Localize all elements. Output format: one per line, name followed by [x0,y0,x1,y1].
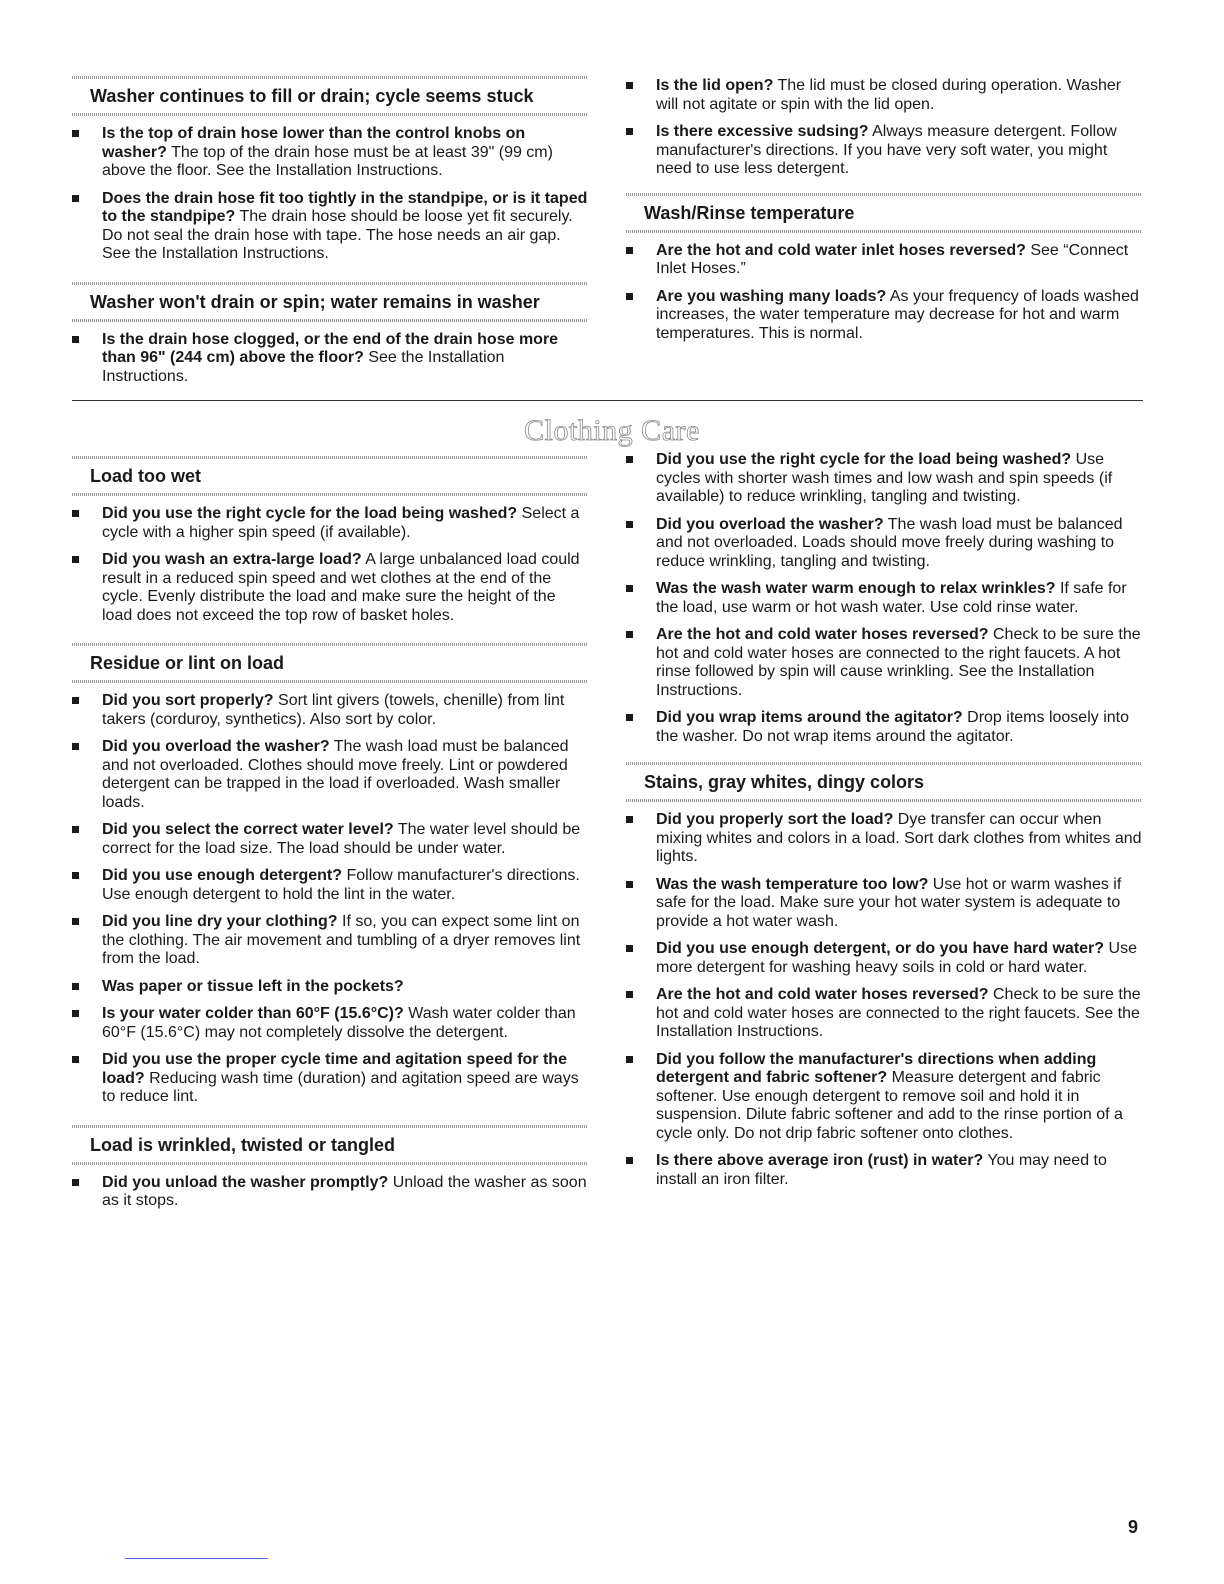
list-item [72,331,588,387]
list-item [72,978,588,997]
question-text: Did you use the proper cycle time and agitation speed for the load? [102,1051,567,1087]
list-item [626,1051,1142,1144]
bullet-icon [72,556,79,563]
bullet-icon [72,195,79,202]
list-item [626,709,1142,746]
question-text: Is your water colder than 60°F (15.6°C)? [102,1005,404,1022]
question-text: Did you unload the washer promptly? [102,1173,389,1191]
question-text: Was the wash temperature too low? [656,875,929,893]
question-text: Did you wrap items around the agitator? [656,709,963,726]
bullet-icon [626,714,633,721]
bullet-icon [72,743,79,750]
answer-text: Follow manufacturer's directions. Use enough detergent to hold the lint in the water. [102,867,580,903]
answer-text: As your frequency of loads washed increases, the water temperature may decrease for hot and warm temperatures. This is normal. [656,287,1139,342]
item-list [72,1174,588,1211]
troubleshooting-section [72,282,588,387]
section-heading: Washer continues to fill or drain; cycle seems stuck [72,76,588,116]
troubleshooting-section [626,762,1142,1189]
section-title: Clothing Care [524,414,700,447]
answer-text: The lid must be closed during operation. Washer will not agitate or spin with the lid open. [656,77,1122,113]
bullet-icon [72,510,79,517]
section-heading: Load too wet [72,456,588,496]
answer-text: The wash load must be balanced and not overloaded. Loads should move freely during washing to reduce wrinkling, tangling and twisting. [656,515,1123,570]
question-text: Was paper or tissue left in the pockets? [102,977,404,995]
question-text: Did you sort properly? [102,692,274,709]
footer-link-line [125,1558,268,1559]
section-heading: Stains, gray whites, dingy colors [626,762,1142,802]
bullet-icon [626,991,633,998]
item-list [72,692,588,1107]
answer-text: A large unbalanced load could result in a reduced spin speed and wet clothes at the end of the cycle. Evenly distribute the load and make sure the height of the load does not exceed the top row of basket holes. [102,551,580,624]
section-divider [72,400,1143,401]
list-item [626,986,1142,1042]
question-text: Did you overload the washer? [102,738,330,755]
question-text: Does the drain hose fit too tightly in the standpipe, or is it taped to the standpipe? [102,189,588,225]
answer-text: See “Connect Inlet Hoses.” [656,241,1129,277]
bullet-icon [626,585,633,592]
intro-list [626,451,1142,746]
list-item [72,913,588,969]
troubleshooting-section [72,1125,588,1211]
question-text: Did you properly sort the load? [656,811,894,828]
troubleshooting-section [72,76,588,282]
page-number: 9 [1128,1517,1139,1537]
list-item [72,125,588,181]
item-list [72,505,588,625]
list-item [72,1051,588,1107]
answer-text: Select a cycle with a higher spin speed (if available). [102,505,580,541]
bullet-icon [72,1056,79,1063]
list-item [626,242,1142,279]
answer-text: Use hot or warm washes if safe for the load. Make sure your hot water system is adequate to provide a hot water wash. [656,875,1122,930]
bullet-icon [72,872,79,879]
question-text: Are the hot and cold water hoses reversed? [656,986,989,1003]
question-text: Did you wash an extra-large load? [102,551,362,568]
list-item [72,551,588,625]
answer-text: The drain hose should be loose yet fit securely. Do not seal the drain hose with tape. The hose needs an air gap. See the Installation Instructions. [102,208,573,262]
answer-text: Drop items loosely into the washer. Do not wrap items around the agitator. [656,709,1129,745]
question-text: Did you select the correct water level? [102,821,394,838]
bullet-icon [72,983,79,990]
list-item [72,821,588,858]
question-text: Are you washing many loads? [656,287,887,305]
list-item [626,1152,1142,1189]
question-text: Did you use enough detergent? [102,867,343,884]
bullet-icon [626,1157,633,1164]
list-item [72,867,588,904]
list-item [72,1005,588,1042]
question-text: Did you follow the manufacturer's directions when adding detergent and fabric softener? [656,1050,1097,1086]
list-item [626,876,1142,932]
bullet-icon [626,456,633,463]
bullet-icon [626,128,633,135]
troubleshooting-section [626,193,1142,344]
intro-list [626,77,1142,179]
list-item [72,738,588,812]
answer-text: The water level should be correct for the load size. The load should be under water. [102,821,581,857]
bullet-icon [72,826,79,833]
item-list [626,811,1142,1189]
troubleshooting-section [72,456,588,643]
answer-text: Use cycles with shorter wash times and low wash and spin speeds (if available) to reduce wrinkling, tangling and twisting. [656,451,1113,505]
bullet-icon [626,881,633,888]
question-text: Did you use enough detergent, or do you have hard water? [656,940,1105,957]
section-heading: Washer won't drain or spin; water remains in washer [72,282,588,322]
bullet-icon [626,293,633,300]
list-item [626,580,1142,617]
answer-text: Reducing wash time (duration) and agitation speed are ways to reduce lint. [102,1069,579,1105]
bottom-left-column [72,456,588,1211]
bullet-icon [626,816,633,823]
question-text: Was the wash water warm enough to relax wrinkles? [656,580,1056,597]
section-heading: Load is wrinkled, twisted or tangled [72,1125,588,1165]
question-text: Did you line dry your clothing? [102,913,338,930]
list-item [626,123,1142,179]
list-item [626,516,1142,572]
answer-text: Use more detergent for washing heavy soils in cold or hard water. [656,940,1137,976]
answer-text: Wash water colder than 60°F (15.6°C) may not completely dissolve the detergent. [102,1005,576,1041]
question-text: Is the top of drain hose lower than the control knobs on washer? [102,125,526,161]
bullet-icon [626,82,633,89]
bullet-icon [72,918,79,925]
answer-text: You may need to install an iron filter. [656,1152,1107,1188]
list-item [72,505,588,542]
item-list [72,331,588,387]
answer-text: Dye transfer can occur when mixing whites and colors in a load. Sort dark clothes from whites and lights. [656,811,1142,865]
list-item [626,77,1142,114]
list-item [72,692,588,729]
answer-text: See the Installation Instructions. [102,349,505,385]
top-right-column [626,68,1142,343]
top-left-column [72,76,588,386]
bullet-icon [72,130,79,137]
list-item [626,626,1142,700]
list-item [626,451,1142,507]
question-text: Did you use the right cycle for the load being washed? [102,505,518,522]
answer-text: Check to be sure the hot and cold water hoses are connected to the right faucets. See the Installation Instructions. [656,986,1141,1040]
bottom-right-column [626,442,1142,1189]
question-text: Is the lid open? [656,77,774,94]
answer-text: If safe for the load, use warm or hot wash water. Use cold rinse water. [656,580,1127,616]
item-list [626,242,1142,344]
answer-text: The top of the drain hose must be at least 39" (99 cm) above the floor. See the Installation Instructions. [102,143,553,179]
item-list [72,125,588,264]
section-heading: Wash/Rinse temperature [626,193,1142,233]
question-text: Did you overload the washer? [656,515,884,533]
list-item [72,190,588,264]
answer-text: Measure detergent and fabric softener. Use enough detergent to remove soil and hold it in suspension. Dilute fabric softener and add to the rinse portion of a cycle only. Do not drip fabric softener onto clothes. [656,1069,1123,1142]
bullet-icon [72,697,79,704]
bullet-icon [626,1056,633,1063]
answer-text: If so, you can expect some lint on the clothing. The air movement and tumbling of a dryer removes lint from the load. [102,913,581,967]
list-item [72,1174,588,1211]
bullet-icon [626,945,633,952]
bullet-icon [72,1179,79,1186]
section-heading: Residue or lint on load [72,643,588,683]
bullet-icon [626,521,633,528]
list-item [626,940,1142,977]
question-text: Is there above average iron (rust) in water? [656,1152,984,1169]
list-item [626,288,1142,344]
question-text: Is there excessive sudsing? [656,123,869,140]
bullet-icon [72,336,79,343]
answer-text: Always measure detergent. Follow manufacturer's directions. If you have very soft water, you might need to use less detergent. [656,123,1117,177]
bullet-icon [72,1010,79,1017]
answer-text: Unload the washer as soon as it stops. [102,1173,587,1209]
answer-text: Sort lint givers (towels, chenille) from lint takers (corduroy, synthetics). Also sort by color. [102,692,565,728]
answer-text: The wash load must be balanced and not overloaded. Clothes should move freely. Lint or powdered detergent can be trapped in the load if overloaded. Wash smaller loads. [102,738,569,811]
bullet-icon [626,247,633,254]
troubleshooting-section [72,643,588,1125]
question-text: Is the drain hose clogged, or the end of the drain hose more than 96" (244 cm) above the floor? [102,330,559,366]
list-item [626,811,1142,867]
bullet-icon [626,631,633,638]
answer-text: Check to be sure the hot and cold water hoses are connected to the right faucets. A hot rinse followed by spin will cause wrinkling. See the Installation Instructions. [656,626,1141,699]
question-text: Are the hot and cold water hoses reversed? [656,626,989,643]
question-text: Did you use the right cycle for the load being washed? [656,451,1072,468]
question-text: Are the hot and cold water inlet hoses reversed? [656,241,1026,259]
